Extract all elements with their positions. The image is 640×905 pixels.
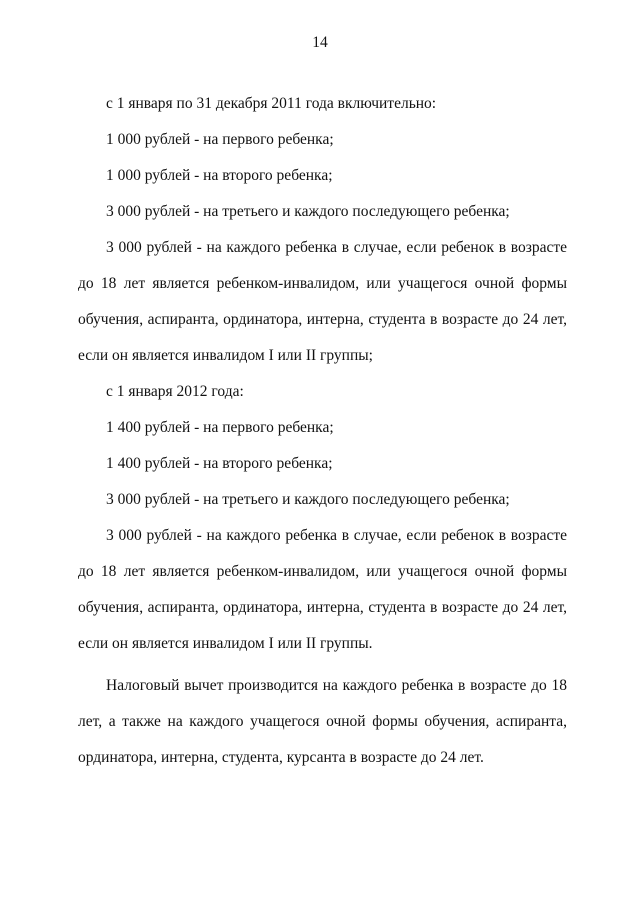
- paragraph-period-2011: с 1 января по 31 декабря 2011 года включительно:: [106, 95, 437, 112]
- paragraph-third-child-2011: 3 000 рублей - на третьего и каждого последующего ребенка;: [106, 203, 510, 220]
- paragraph-second-child-2012: 1 400 рублей - на второго ребенка;: [106, 455, 333, 472]
- paragraph-deduction-note: Налоговый вычет производится на каждого ребенка в возрасте до 18 лет, а также на каждого учащегося очной формы обучения, аспиранта, ординатора, интерна, студента, курсанта в возрасте до 24 лет.: [78, 677, 567, 766]
- page-number: 14: [312, 34, 328, 51]
- paragraph-second-child-2011: 1 000 рублей - на второго ребенка;: [106, 167, 333, 184]
- document-body: [78, 86, 567, 776]
- paragraph-period-2012: с 1 января 2012 года:: [106, 383, 244, 400]
- paragraph-disabled-child-2011: 3 000 рублей - на каждого ребенка в случае, если ребенок в возрасте до 18 лет является ребенком-инвалидом, или учащегося очной формы обучения, аспиранта, ординатора, интерна, студента в возрасте до 24 лет, если он является инвалидом I или II группы;: [78, 239, 567, 364]
- paragraph-first-child-2012: 1 400 рублей - на первого ребенка;: [106, 419, 334, 436]
- paragraph-third-child-2012: 3 000 рублей - на третьего и каждого последующего ребенка;: [106, 491, 510, 508]
- paragraph-first-child-2011: 1 000 рублей - на первого ребенка;: [106, 131, 334, 148]
- paragraph-disabled-child-2012: 3 000 рублей - на каждого ребенка в случае, если ребенок в возрасте до 18 лет является ребенком-инвалидом, или учащегося очной формы обучения, аспиранта, ординатора, интерна, студента в возрасте до 24 лет, если он является инвалидом I или II группы.: [78, 527, 567, 652]
